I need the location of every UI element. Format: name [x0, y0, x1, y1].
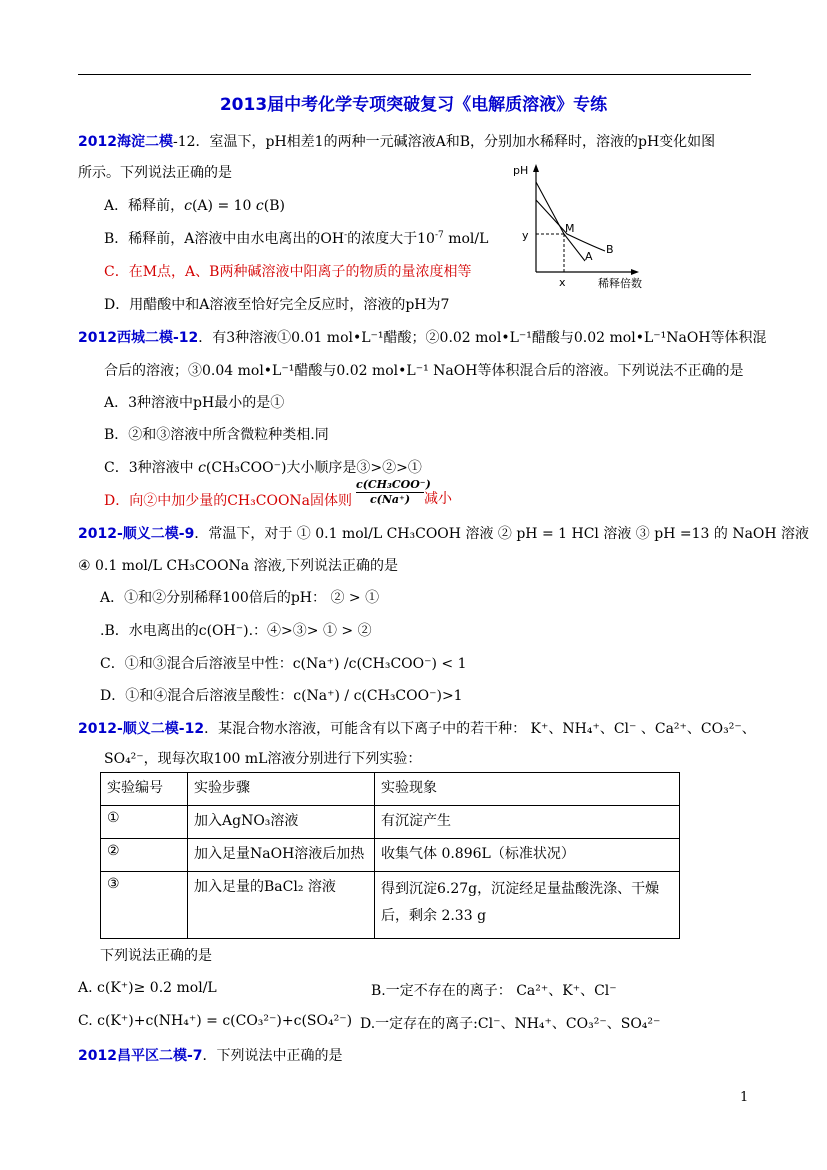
curve-a [536, 182, 585, 261]
q1-source: 2012海淀二模 [78, 134, 173, 150]
q2-fraction-numerator: c(CH₃COO⁻) [356, 478, 431, 491]
q1-option-a [104, 195, 285, 215]
q1-option-d: D．用醋酸中和A溶液至恰好完全反应时，溶液的pH为7 [104, 297, 450, 313]
q4-stem-1: ．某混合物水溶液，可能含有以下离子中的若干种： K⁺、NH₄⁺、Cl⁻ 、Ca²⁺、CO₃²⁻、 [204, 721, 756, 737]
q2-opt-c-c: c [198, 460, 206, 476]
q1-stem-2: 所示。下列说法正确的是 [78, 165, 232, 181]
q1-opt-b-end: mol/L [443, 231, 489, 247]
q2-fraction-denominator: c(Na⁺) [369, 493, 411, 506]
q2-stem-2: 合后的溶液；③0.04 mol•L⁻¹醋酸与0.02 mol•L⁻¹ NaOH等体积混合后的溶液。下列说法不正确的是 [104, 363, 744, 379]
table-cell: ③ [101, 872, 188, 939]
graph-label-a: A [585, 250, 593, 263]
experiment-table [100, 772, 680, 939]
q4-option-c: C. c(K⁺)+c(NH₄⁺) = c(CO₃²⁻)+c(SO₄²⁻) [78, 1013, 353, 1029]
q2-option-a: A．3种溶液中pH最小的是① [104, 395, 285, 411]
q4-option-d: D.一定存在的离子:Cl⁻、NH₄⁺、CO₃²⁻、SO₄²⁻ [360, 1016, 661, 1032]
table-cell: 加入AgNO₃溶液 [188, 806, 375, 839]
q1-option-b [104, 228, 488, 248]
q1-opt-b-sup1: - [344, 230, 348, 241]
q5-stem: ．下列说法中正确的是 [202, 1048, 343, 1064]
q1-opt-a-c2: c [255, 198, 264, 214]
q1-opt-b-mid: 的浓度大于10 [347, 231, 435, 247]
q3-stem-1: ．常温下，对于 ① 0.1 mol/L CH₃COOH 溶液 ② pH = 1 HCl 溶液 ③ pH =13 的 NaOH 溶液 [194, 526, 810, 542]
q3-line1 [78, 523, 809, 543]
graph-y-arrow [533, 164, 539, 172]
q3-source: 2012-顺义二模-9 [78, 526, 195, 542]
q2-fraction [356, 478, 431, 506]
q4-line1 [78, 718, 756, 738]
q2-opt-c-rest: (CH₃COO⁻)大小顺序是③>②>① [205, 460, 422, 476]
table-header-cell: 实验步骤 [188, 773, 375, 806]
table-row [101, 872, 680, 939]
q2-option-c [104, 457, 422, 477]
q2-source: 2012西城二模-12 [78, 330, 199, 346]
q2-stem-1: ．有3种溶液①0.01 mol•L⁻¹醋酸；②0.02 mol•L⁻¹醋酸与0.02 mol•L⁻¹NaOH等体积混 [198, 330, 767, 346]
q1-number: -12 [172, 134, 196, 150]
graph-y-mark: y [522, 229, 529, 242]
q4-source: 2012-顺义二模-12 [78, 721, 205, 737]
table-header-row [101, 773, 680, 806]
q1-opt-b-text: B．稀释前，A溶液中由水电离出的OH [104, 231, 345, 247]
q3-option-d: D．①和④混合后溶液呈酸性：c(Na⁺) / c(CH₃COO⁻)>1 [100, 688, 463, 704]
table-header-cell: 实验现象 [375, 773, 680, 806]
q4-stem-2: SO₄²⁻，现每次取100 mL溶液分别进行下列实验： [104, 751, 422, 767]
q4-option-a: A. c(K⁺)≥ 0.2 mol/L [78, 980, 217, 996]
graph-x-arrow [631, 269, 639, 275]
page-title: 2013届中考化学专项突破复习《电解质溶液》专练 [219, 95, 608, 115]
graph-ylabel: pH [513, 164, 529, 177]
q1-stem-1: ．室温下，pH相差1的两种一元碱溶液A和B，分别加水稀释时，溶液的pH变化如图 [195, 134, 716, 150]
q3-stem-2: ④ 0.1 mol/L CH₃COONa 溶液,下列说法正确的是 [78, 558, 399, 574]
page-number: 1 [740, 1090, 749, 1105]
q4-option-b: B.一定不存在的离子： Ca²⁺、K⁺、Cl⁻ [371, 983, 617, 999]
table-cell: ① [101, 806, 188, 839]
q1-opt-a-pre: A．稀释前， [104, 198, 185, 214]
graph-point-m: M [565, 222, 575, 235]
q1-line1 [78, 131, 715, 151]
q3-option-a: A．①和②分别稀释100倍后的pH： ② > ① [100, 590, 380, 606]
q2-opt-c-pre: C．3种溶液中 [104, 460, 199, 476]
q5-line [78, 1045, 343, 1065]
q5-source: 2012昌平区二模-7 [78, 1048, 203, 1064]
q1-opt-a-end: (B) [263, 198, 285, 214]
graph-xlabel: 稀释倍数 [598, 277, 642, 290]
q2-line1 [78, 327, 767, 347]
q2-option-d: D．向②中加少量的CH₃COONa固体则 [104, 493, 353, 509]
table-cell: 加入足量的BaCl₂ 溶液 [188, 872, 375, 939]
table-cell: 有沉淀产生 [375, 806, 680, 839]
q3-option-c: C．①和③混合后溶液呈中性：c(Na⁺) /c(CH₃COO⁻) < 1 [100, 656, 467, 672]
q1-opt-a-c1: c [184, 198, 192, 214]
q1-opt-b-sup2: -7 [434, 230, 444, 241]
q1-option-c: C．在M点，A、B两种碱溶液中阳离子的物质的量浓度相等 [104, 264, 472, 280]
table-row [101, 839, 680, 872]
table-cell: 得到沉淀6.27g，沉淀经足量盐酸洗涤、干燥后，剩余 2.33 g [375, 872, 680, 939]
q2-option-d-tail: 减小 [424, 491, 452, 507]
q1-opt-a-mid: (A) = 10 [191, 198, 256, 214]
q3-option-b: .B．水电离出的c(OH⁻).：④>③> ① > ② [100, 623, 372, 639]
q1-ph-graph [505, 160, 650, 290]
table-header-cell: 实验编号 [101, 773, 188, 806]
table-cell: 收集气体 0.896L（标准状况） [375, 839, 680, 872]
table-row [101, 806, 680, 839]
graph-label-b: B [606, 243, 614, 256]
q4-prompt: 下列说法正确的是 [100, 948, 212, 964]
table-cell: ② [101, 839, 188, 872]
table-cell: 加入足量NaOH溶液后加热 [188, 839, 375, 872]
q2-option-b: B．②和③溶液中所含微粒种类相.同 [104, 427, 329, 443]
graph-x-mark: x [559, 276, 566, 289]
header-rule [78, 74, 751, 75]
